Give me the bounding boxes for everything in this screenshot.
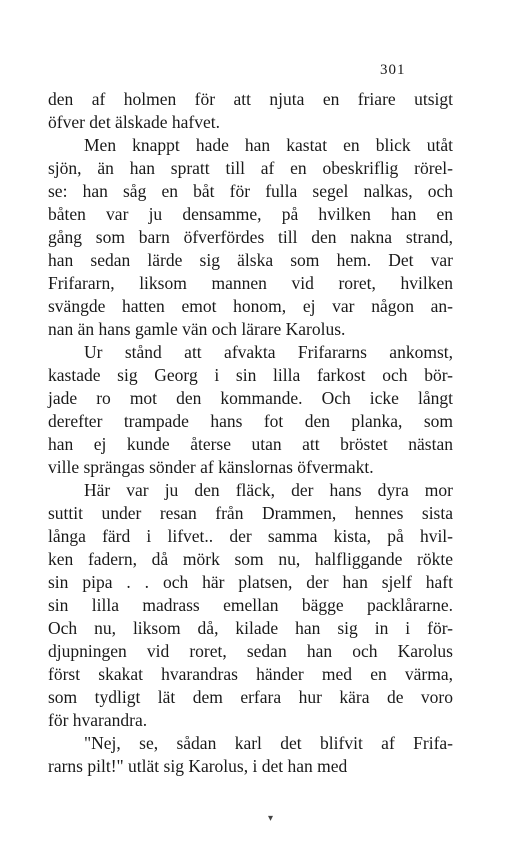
text-line: nan än hans gamle vän och lärare Karolus. — [48, 319, 346, 339]
text-line: Här var ju den fläck, der hans dyra mor — [84, 480, 453, 500]
page-number: 301 — [380, 62, 406, 78]
paragraph — [48, 134, 453, 341]
text-line: kastade sig Georg i sin lilla farkost och bör- — [48, 365, 453, 385]
ink-speck: ▾ — [268, 813, 274, 824]
text-line: Ur stånd att afvakta Frifararns ankomst, — [84, 342, 453, 362]
text-line: han ej kunde återse utan att bröstet nästan — [48, 434, 453, 454]
body-text — [48, 88, 453, 778]
text-line: gång som barn öfverfördes till den nakna strand, — [48, 227, 453, 247]
text-line: båten var ju densamme, på hvilken han en — [48, 204, 453, 224]
paragraph — [48, 479, 453, 732]
text-line: sin lilla madrass emellan bägge packlårarne. — [48, 595, 453, 615]
text-line: sjön, än han spratt till af en obeskriflig rörel- — [48, 158, 453, 178]
text-line: först skakat hvarandras händer med en värma, — [48, 664, 453, 684]
paragraph — [48, 732, 453, 778]
text-line: sin pipa . . och här platsen, der han sjelf haft — [48, 572, 453, 592]
text-line: långa färd i lifvet.. der samma kista, på hvil- — [48, 526, 453, 546]
text-line: Frifararn, liksom mannen vid roret, hvilken — [48, 273, 453, 293]
text-line: som tydligt lät dem erfara hur kära de voro — [48, 687, 453, 707]
paragraph — [48, 88, 453, 134]
text-line: ville sprängas sönder af känslornas öfvermakt. — [48, 457, 374, 477]
text-line: ken fadern, då mörk som nu, halfliggande rökte — [48, 549, 453, 569]
text-line: djupningen vid roret, sedan han och Karolus — [48, 641, 453, 661]
text-line: rarns pilt!" utlät sig Karolus, i det han med — [48, 756, 348, 776]
text-line: för hvarandra. — [48, 710, 148, 730]
text-line: se: han såg en båt för fulla segel nalkas, och — [48, 181, 453, 201]
text-line: Och nu, liksom då, kilade han sig in i för- — [48, 618, 453, 638]
text-line: "Nej, se, sådan karl det blifvit af Frifa- — [84, 733, 453, 753]
text-line: öfver det älskade hafvet. — [48, 112, 221, 132]
text-line: den af holmen för att njuta en friare utsigt — [48, 89, 453, 109]
text-line: svängde hatten emot honom, ej var någon an- — [48, 296, 453, 316]
text-line: jade ro mot den kommande. Och icke långt — [48, 388, 453, 408]
text-line: han sedan lärde sig älska som hem. Det var — [48, 250, 453, 270]
text-line: suttit under resan från Drammen, hennes sista — [48, 503, 453, 523]
paragraph — [48, 341, 453, 479]
text-line: Men knappt hade han kastat en blick utåt — [84, 135, 453, 155]
text-line: derefter trampade hans fot den planka, som — [48, 411, 453, 431]
